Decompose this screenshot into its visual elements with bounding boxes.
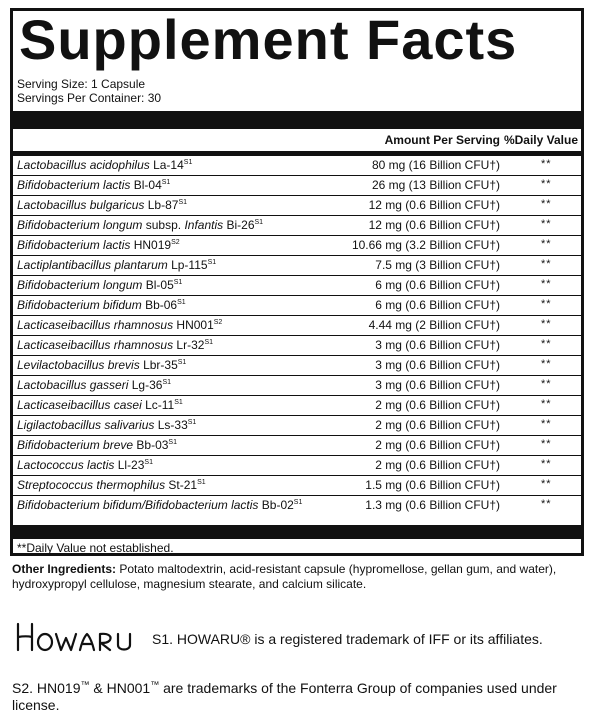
other-ingredients-label: Other Ingredients:: [12, 562, 117, 576]
ingredient-name: Bifidobacterium lactis $HN019^{S2}$: [17, 238, 180, 252]
ingredient-name: Bifidobacterium lactis $Bl-04^{S1}$: [17, 178, 171, 192]
ingredient-amount: 10.66 mg (3.2 Billion CFU†): [351, 238, 500, 252]
ingredient-row: [13, 336, 581, 356]
panel-title: Supplement Facts: [19, 8, 518, 71]
ingredient-daily-value: **: [541, 478, 552, 490]
ingredient-name: Lactobacillus bulgaricus $Lb-87^{S1}$: [17, 198, 187, 212]
ingredient-row: [13, 316, 581, 336]
ingredient-name: Bifidobacterium bifidum/Bifidobacterium lactis $Bb-02^{S1}$: [17, 498, 303, 512]
ingredient-daily-value: **: [541, 398, 552, 410]
ingredient-daily-value: **: [541, 418, 552, 430]
ingredient-amount: 26 mg (13 Billion CFU†): [371, 178, 500, 192]
ingredient-amount: 6 mg (0.6 Billion CFU†): [375, 298, 500, 312]
ingredient-row: [13, 216, 581, 236]
ingredient-daily-value: **: [541, 498, 552, 510]
serving-size: Serving Size: 1 Capsule: [17, 77, 146, 91]
ingredient-list: [13, 156, 581, 516]
ingredient-daily-value: **: [541, 158, 552, 170]
ingredient-amount: 2 mg (0.6 Billion CFU†): [375, 438, 500, 452]
s1-trademark-note: S1. HOWARU® is a registered trademark of IFF or its affiliates.: [152, 631, 543, 647]
ingredient-amount: 1.3 mg (0.6 Billion CFU†): [365, 498, 500, 512]
header-amount-per-serving: Amount Per Serving: [384, 133, 500, 147]
ingredient-daily-value: **: [541, 278, 552, 290]
ingredient-row: [13, 156, 581, 176]
ingredient-amount: 12 mg (0.6 Billion CFU†): [368, 198, 500, 212]
ingredient-daily-value: **: [541, 338, 552, 350]
ingredient-daily-value: **: [541, 218, 552, 230]
ingredient-name: Levilactobacillus brevis Lbr-$35^{S1}$: [17, 358, 187, 372]
other-ingredients-text: Potato maltodextrin, acid-resistant capsule (hypromellose, gellan gum, and water), hydroxypropyl cellulose, magnesium stearate, and calcium silicate.: [12, 562, 557, 591]
daily-value-footnote: **Daily Value not established.: [17, 541, 174, 555]
ingredient-amount: 7.5 mg (3 Billion CFU†): [375, 258, 500, 272]
ingredient-amount: 3 mg (0.6 Billion CFU†): [375, 338, 500, 352]
ingredient-row: [13, 256, 581, 276]
ingredient-row: [13, 416, 581, 436]
ingredient-row: [13, 496, 581, 516]
ingredient-amount: 80 mg (16 Billion CFU†): [371, 158, 500, 172]
howaru-logo: [14, 620, 144, 654]
ingredient-row: [13, 376, 581, 396]
ingredient-amount: 6 mg (0.6 Billion CFU†): [375, 278, 500, 292]
ingredient-amount: 4.44 mg (2 Billion CFU†): [368, 318, 500, 332]
servings-per-container: Servings Per Container: 30: [17, 91, 162, 105]
ingredient-name: Streptococcus thermophilus $St-21^{S1}$: [17, 478, 206, 492]
ingredient-row: [13, 236, 581, 256]
ingredient-row: [13, 356, 581, 376]
ingredient-name: Bifidobacterium longum $Bl-05^{S1}$: [17, 278, 183, 292]
ingredient-name: Lactobacillus acidophilus $La-14^{S1}$: [17, 158, 193, 172]
ingredient-row: [13, 196, 581, 216]
supplement-facts-panel: [10, 8, 584, 556]
ingredient-row: [13, 396, 581, 416]
ingredient-daily-value: **: [541, 438, 552, 450]
ingredient-daily-value: **: [541, 458, 552, 470]
ingredient-daily-value: **: [541, 358, 552, 370]
ingredient-row: [13, 296, 581, 316]
ingredient-name: Ligilactobacillus salivarius $Ls-33^{S1}$: [17, 418, 197, 432]
ingredient-daily-value: **: [541, 258, 552, 270]
thick-rule-bottom: [13, 525, 581, 539]
ingredient-daily-value: **: [541, 378, 552, 390]
ingredient-amount: 2 mg (0.6 Billion CFU†): [375, 418, 500, 432]
ingredient-row: [13, 276, 581, 296]
ingredient-row: [13, 456, 581, 476]
ingredient-daily-value: **: [541, 198, 552, 210]
ingredient-name: Bifidobacterium longum subsp. Infantis $Bi-26^{S1}$: [17, 218, 264, 232]
ingredient-daily-value: **: [541, 298, 552, 310]
ingredient-name: Lactiplantibacillus plantarum $Lp-115^{S1}$: [17, 258, 217, 272]
ingredient-name: Bifidobacterium breve $Bb-03^{S1}$: [17, 438, 177, 452]
ingredient-name: Lacticaseibacillus rhamnosus $Lr-32^{S1}$: [17, 338, 213, 352]
ingredient-amount: 1.5 mg (0.6 Billion CFU†): [365, 478, 500, 492]
ingredient-row: [13, 176, 581, 196]
header-daily-value: %Daily Value: [503, 133, 578, 147]
ingredient-name: Lacticaseibacillus rhamnosus $HN001^{S2}$: [17, 318, 223, 332]
ingredient-daily-value: **: [541, 238, 552, 250]
ingredient-amount: 12 mg (0.6 Billion CFU†): [368, 218, 500, 232]
ingredient-amount: 3 mg (0.6 Billion CFU†): [375, 358, 500, 372]
s2-trademark-note: S2. HN019™ & HN001™ are trademarks of the Fonterra Group of companies used under license.: [12, 679, 557, 713]
ingredient-row: [13, 436, 581, 456]
ingredient-name: Lactococcus lactis $Ll-23^{S1}$: [17, 458, 153, 472]
ingredient-daily-value: **: [541, 178, 552, 190]
ingredient-name: Lacticaseibacillus casei $Lc-11^{S1}$: [17, 398, 183, 412]
ingredient-row: [13, 476, 581, 496]
ingredient-amount: 2 mg (0.6 Billion CFU†): [375, 458, 500, 472]
ingredient-amount: 2 mg (0.6 Billion CFU†): [375, 398, 500, 412]
other-ingredients: [12, 562, 588, 592]
ingredient-daily-value: **: [541, 318, 552, 330]
ingredient-amount: 3 mg (0.6 Billion CFU†): [375, 378, 500, 392]
thick-rule-top: [13, 111, 581, 129]
ingredient-name: Lactobacillus gasseri $Lg-36^{S1}$: [17, 378, 171, 392]
ingredient-name: Bifidobacterium bifidum $Bb-06^{S1}$: [17, 298, 186, 312]
